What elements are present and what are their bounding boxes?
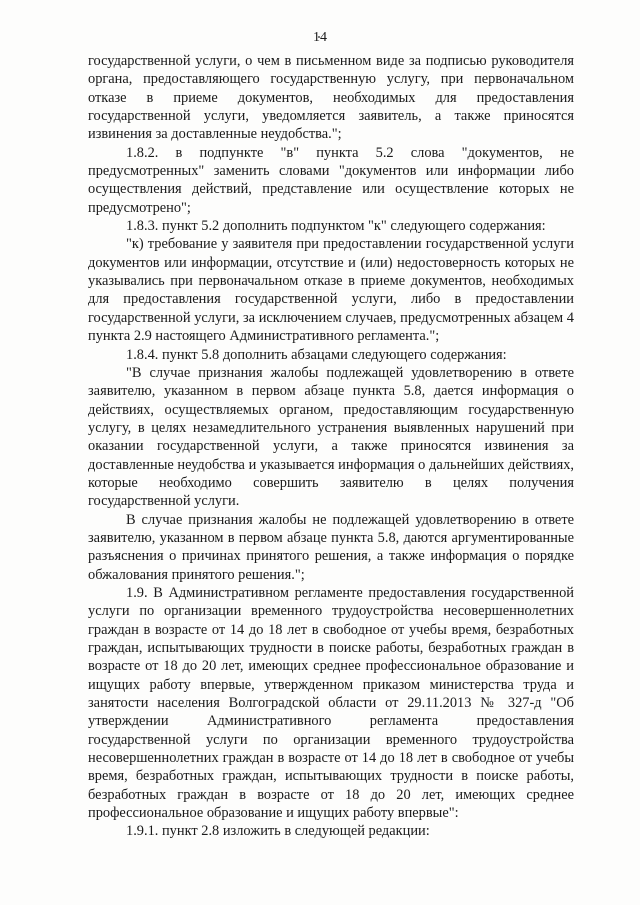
paragraph-7: В случае признания жалобы не подлежащей удовлетворению в ответе заявителю, указанном в первом абзаце пункта 5.8, даются аргументированные разъяснения о причинах принятого решения, а также информация о порядке обжалования принятого решения."; [88, 511, 574, 583]
paragraph-1: государственной услуги, о чем в письменном виде за подписью руководителя органа, предоставляющего государственную услугу, при первоначальном отказе в приеме документов, необходимых для предоставления государственной услуги, уведомляется заявитель, а также приносятся извинения за доставленные неудобства."; [88, 53, 574, 143]
paragraph-5: 1.8.4. пункт 5.8 дополнить абзацами следующего содержания: [126, 346, 507, 363]
paragraph-6: "В случае признания жалобы подлежащей удовлетворению в ответе заявителю, указанном в первом абзаце пункта 5.8, дается информация о действиях, осуществляемых органом, предоставляющим государственную услугу, в целях незамедлительного устранения выявленных нарушений при оказании государственной услуги, а также приносятся извинения за доставленные неудобства и указывается информация о дальнейших действиях, которые необходимо совершить заявителю в целях получения государственной услуги. [88, 364, 574, 510]
paragraph-8: 1.9. В Административном регламенте предоставления государственной услуги по организации временного трудоустройства несовершеннолетних граждан в возрасте от 14 до 18 лет в свободное от учебы время, безработных граждан, испытывающих трудности в поиске работы, безработных граждан в возрасте от 18 до 20 лет, имеющих среднее профессиональное образование и ищущих работу впервые, утвержденном приказом министерства труда и занятости населения Волгоградской области от 29.11.2013 № 327-д "Об утверждении Административного регламента предоставления государственной услуги по организации временного трудоустройства несовершеннолетних граждан в возрасте от 14 до 18 лет в свободное от учебы время, безработных граждан, испытывающих трудности в поиске работы, безработных граждан в возрасте от 18 до 20 лет, имеющих среднее профессиональное образование и ищущих работу впервые": [88, 584, 574, 822]
page-number: 14 [313, 30, 327, 45]
paragraph-2: 1.8.2. в подпункте "в" пункта 5.2 слова "документов, не предусмотренных" заменить словами "документов или информации либо осуществления действий, представление или осуществление которых не предусмотрено"; [88, 144, 574, 216]
document-body [88, 52, 574, 841]
paragraph-3: 1.8.3. пункт 5.2 дополнить подпунктом "к" следующего содержания: [126, 218, 546, 235]
paragraph-9: 1.9.1. пункт 2.8 изложить в следующей редакции: [126, 823, 430, 840]
paragraph-4: "к) требование у заявителя при предоставлении государственной услуги документов или информации, отсутствие и (или) недостоверность которых не указывались при первоначальном отказе в приеме документов, необходимых для предоставления государственной услуги, либо в предоставлении государственной услуги, за исключением случаев, предусмотренных абзацем 4 пункта 2.9 настоящего Административного регламента."; [88, 236, 574, 345]
